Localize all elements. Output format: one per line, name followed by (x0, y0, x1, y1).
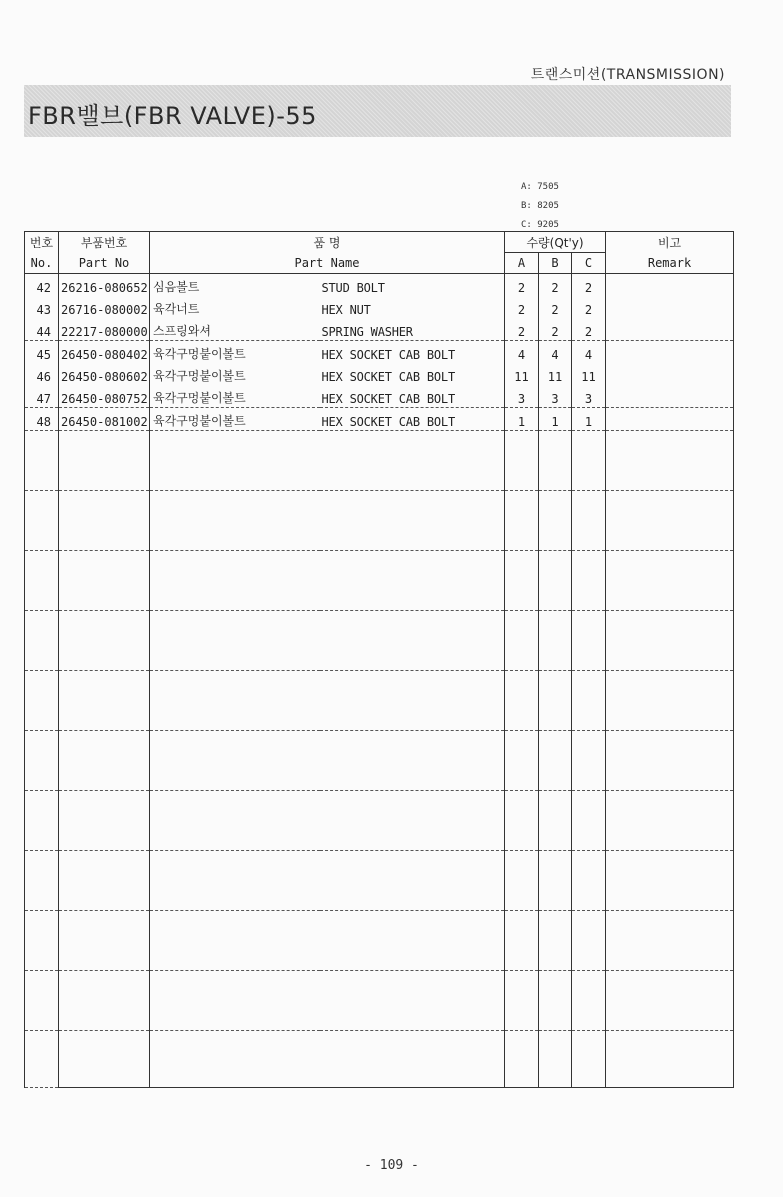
row-number: 47 (25, 385, 59, 408)
table-row (25, 274, 734, 297)
row-name-kr: 스프링와셔 (150, 318, 320, 341)
parts-rows (25, 274, 734, 431)
row-name-kr: 육각구멍붙이볼트 (153, 347, 246, 361)
header-no-kr: 번호 (25, 232, 59, 253)
row-part-no: 26450-080752 (59, 385, 150, 408)
header-part-no-en: Part No (59, 253, 150, 274)
row-number: 43 (25, 296, 59, 318)
model-b-label: B: 8205 (521, 201, 559, 211)
row-qty-b: 2 (539, 296, 572, 318)
row-part-no: 22217-080000 (59, 318, 150, 341)
row-part-no: 26716-080002 (59, 296, 150, 318)
row-number: 42 (25, 274, 59, 297)
header-qty-a: A (505, 253, 539, 274)
row-number: 46 (25, 363, 59, 385)
row-name-kr: 육각구멍붙이볼트 (150, 408, 320, 431)
row-qty-c: 3 (572, 385, 606, 408)
table-row (25, 408, 734, 431)
row-remark (606, 385, 734, 408)
page-title: FBR밸브(FBR VALVE)-55 (28, 102, 317, 130)
row-name-en: SPRING WASHER (320, 318, 505, 341)
header-qty-c: C (572, 253, 606, 274)
row-qty-b: 4 (539, 341, 572, 364)
table-row (25, 363, 734, 385)
row-part-no: 26450-080602 (59, 363, 150, 385)
row-name-en: HEX SOCKET CAB BOLT (320, 341, 505, 364)
row-remark (606, 274, 734, 297)
model-a-label: A: 7505 (521, 182, 559, 192)
row-name-kr: 육각구멍붙이볼트 (153, 369, 246, 383)
row-name-en: HEX SOCKET CAB BOLT (320, 408, 505, 431)
row-name-kr: 육각너트 (153, 302, 200, 316)
row-qty-b: 2 (539, 318, 572, 341)
header-part-name-kr: 품 명 (150, 232, 505, 253)
row-remark (606, 296, 734, 318)
model-legend (521, 178, 559, 235)
row-qty-a: 4 (505, 341, 539, 364)
row-qty-c: 2 (572, 318, 606, 341)
title-band (24, 85, 731, 137)
row-part-no: 26216-080652 (59, 274, 150, 297)
section-label: 트랜스미션(TRANSMISSION) (530, 67, 725, 83)
row-qty-a: 2 (505, 296, 539, 318)
table-row (25, 296, 734, 318)
row-part-no: 26450-080402 (59, 341, 150, 364)
row-number: 44 (25, 318, 59, 341)
row-name-kr: 심음볼트 (153, 280, 200, 294)
header-no-en: No. (25, 253, 59, 274)
row-qty-b: 3 (539, 385, 572, 408)
row-qty-c: 2 (572, 274, 606, 297)
row-qty-a: 11 (505, 363, 539, 385)
row-qty-a: 1 (505, 408, 539, 431)
row-qty-b: 11 (539, 363, 572, 385)
table-row (25, 341, 734, 364)
header-qty-b: B (539, 253, 572, 274)
header-qty-kr: 수량(Qt'y) (505, 232, 606, 253)
row-remark (606, 341, 734, 364)
page-number: - 109 - (364, 1158, 419, 1173)
row-name-en: HEX SOCKET CAB BOLT (320, 385, 505, 408)
row-remark (606, 408, 734, 431)
parts-table (24, 231, 734, 1088)
row-number: 45 (25, 341, 59, 364)
row-name-en: STUD BOLT (320, 274, 505, 297)
row-name-kr: 육각구멍붙이볼트 (150, 385, 320, 408)
header-remark-en: Remark (606, 253, 734, 274)
row-part-no: 26450-081002 (59, 408, 150, 431)
header-part-name-en: Part Name (150, 253, 505, 274)
row-qty-a: 3 (505, 385, 539, 408)
row-qty-c: 1 (572, 408, 606, 431)
header-remark-kr: 비고 (606, 232, 734, 253)
row-number: 48 (25, 408, 59, 431)
table-row (25, 385, 734, 408)
row-qty-c: 2 (572, 296, 606, 318)
row-qty-c: 4 (572, 341, 606, 364)
row-qty-b: 1 (539, 408, 572, 431)
row-qty-a: 2 (505, 274, 539, 297)
row-name-en: HEX NUT (320, 296, 505, 318)
row-qty-a: 2 (505, 318, 539, 341)
header-part-no-kr: 부품번호 (59, 232, 150, 253)
row-remark (606, 363, 734, 385)
row-qty-c: 11 (572, 363, 606, 385)
model-c-label: C: 9205 (521, 220, 559, 230)
table-row (25, 318, 734, 341)
row-remark (606, 318, 734, 341)
row-qty-b: 2 (539, 274, 572, 297)
row-name-en: HEX SOCKET CAB BOLT (320, 363, 505, 385)
